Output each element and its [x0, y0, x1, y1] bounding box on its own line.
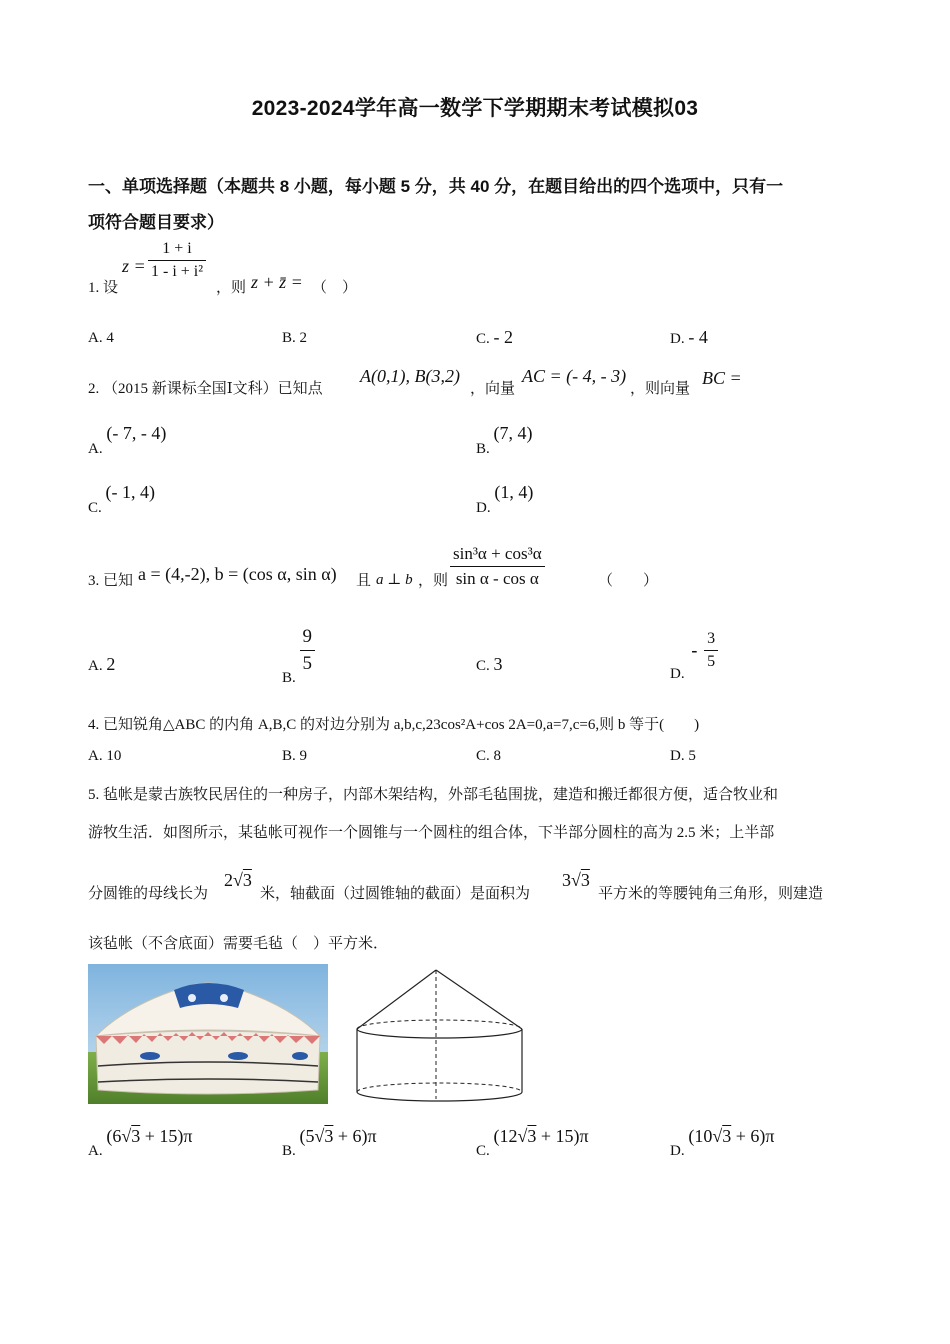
option-post: + 6)π	[731, 1126, 775, 1146]
option-sign: -	[691, 640, 698, 660]
option-value: 2	[299, 330, 308, 346]
option-label: D.	[670, 665, 685, 682]
fraction-denominator: 5	[302, 653, 313, 674]
option-label: D.	[670, 748, 685, 764]
yurt-photo-image	[88, 964, 328, 1104]
q5-option-a: A. (6√3 + 15)π	[88, 1126, 193, 1159]
q3-option-b	[282, 626, 315, 686]
option-value: 5	[688, 748, 696, 764]
option-radicand: 3	[131, 1126, 141, 1146]
radicand: 3	[242, 870, 252, 890]
option-label: C.	[476, 658, 490, 674]
q3-option-d-fraction	[704, 630, 718, 671]
q3-paren: （ ）	[598, 573, 659, 589]
q2-option-d	[476, 482, 534, 516]
q5-line3a: 分圆锥的母线长为	[88, 886, 209, 902]
q2-ac: AC = (- 4, - 3)	[522, 366, 627, 386]
q5-line3c: 平方米的等腰钝角三角形，则建造	[598, 886, 824, 902]
option-label: A.	[88, 330, 103, 346]
option-value: 3	[493, 654, 503, 674]
option-label: B.	[282, 748, 296, 764]
coef: 2	[224, 870, 233, 890]
option-value: - 2	[493, 327, 514, 347]
option-value: 8	[493, 748, 502, 764]
q3-perp: a ⊥ b	[376, 572, 413, 588]
option-value: (1, 4)	[494, 482, 534, 502]
option-label: B.	[282, 1143, 296, 1159]
q3-vectors: a = (4,-2), b = (cos α, sin α)	[138, 564, 337, 584]
option-label: A.	[88, 658, 103, 674]
option-pre: (6	[106, 1126, 122, 1146]
q1-paren: （ ）	[312, 280, 358, 296]
section-heading-line1: 一、单项选择题（本题共 8 小题，每小题 5 分，共 40 分，在题目给出的四个选项中，只有一	[88, 177, 784, 196]
q1-fraction	[148, 240, 206, 281]
q5-line3	[88, 870, 868, 900]
option-value: 4	[106, 330, 114, 346]
q5-value-1: 2√3	[224, 870, 252, 890]
question-4: 4. 已知锐角△ABC 的内角 A,B,C 的对边分别为 a,b,c,23cos²A+cos 2A=0,a=7,c=6,则 b 等于( )	[88, 717, 700, 733]
q1-option-c	[476, 327, 513, 348]
option-label: C.	[88, 500, 102, 516]
q1-denominator: 1 - i + i²	[151, 263, 204, 280]
option-post: + 15)π	[536, 1126, 589, 1146]
q1-numerator: 1 + i	[148, 240, 206, 261]
yurt-photo	[88, 964, 328, 1104]
q5-line2: 游牧生活．如图所示，某毡帐可视作一个圆锥与一个圆柱的组合体，下半部分圆柱的高为 2.5 米；上半部	[88, 825, 775, 841]
option-value: (7, 4)	[493, 423, 533, 443]
option-label: C.	[476, 748, 490, 764]
option-label: B.	[282, 669, 296, 686]
option-radicand: 3	[324, 1126, 334, 1146]
q5-option-d: D. (10√3 + 6)π	[670, 1126, 775, 1159]
q3-option-b-fraction	[300, 626, 316, 675]
q1-z-eq: z =	[122, 256, 146, 276]
fraction-denominator: 5	[707, 653, 716, 670]
q2-prefix: 2. （2015 新课标全国Ⅰ文科）已知点	[88, 381, 323, 397]
option-label: C.	[476, 331, 490, 347]
fraction-numerator: 9	[300, 626, 316, 651]
option-label: B.	[476, 441, 490, 457]
q1-option-b	[282, 330, 307, 347]
option-value: (- 1, 4)	[105, 482, 155, 502]
q3-denominator: sin α - cos α	[455, 569, 539, 588]
q2-mid1: ，向量	[470, 381, 516, 397]
q3-option-c	[476, 654, 503, 675]
q4-option-c	[476, 748, 501, 765]
option-post: + 6)π	[333, 1126, 377, 1146]
option-pre: (12	[493, 1126, 518, 1146]
q4-option-b	[282, 748, 307, 765]
cone-cylinder-diagram	[352, 964, 528, 1114]
q5-line4: 该毡帐（不含底面）需要毛毡（ ）平方米．	[88, 936, 389, 952]
option-radicand: 3	[527, 1126, 537, 1146]
option-value: 9	[299, 748, 308, 764]
q3-mid2: ，则	[418, 573, 449, 589]
q3-numerator: sin³α + cos³α	[450, 544, 545, 567]
q2-bc: BC =	[702, 368, 742, 388]
q5-value-2: 3√3	[562, 870, 590, 890]
option-label: A.	[88, 441, 103, 457]
q5-line1: 5. 毡帐是蒙古族牧民居住的一种房子，内部木架结构，外部毛毡围拢，建造和搬迁都很方便，适合牧业和	[88, 787, 779, 803]
radicand: 3	[580, 870, 590, 890]
page-title: 2023-2024学年高一数学下学期期末考试模拟03	[251, 97, 699, 120]
fraction-numerator: 3	[704, 630, 718, 651]
coef: 3	[562, 870, 571, 890]
q2-mid2: ，则向量	[630, 381, 691, 397]
q4-option-a	[88, 748, 121, 765]
q2-option-c	[88, 482, 155, 516]
option-value: 10	[106, 748, 122, 764]
q2-option-b	[476, 423, 533, 457]
option-post: + 15)π	[140, 1126, 193, 1146]
option-label: A.	[88, 748, 103, 764]
q3-prefix: 3. 已知	[88, 573, 134, 589]
option-value: - 4	[688, 327, 708, 347]
q1-prefix: 1. 设	[88, 280, 119, 296]
option-label: D.	[670, 331, 685, 347]
q2-points: A(0,1), B(3,2)	[360, 366, 460, 386]
option-label: D.	[670, 1143, 685, 1159]
option-label: C.	[476, 1143, 490, 1159]
option-value: (- 7, - 4)	[106, 423, 167, 443]
q1-mid: ，则	[216, 280, 247, 296]
option-label: B.	[282, 330, 296, 346]
q1-option-a	[88, 330, 114, 347]
q5-option-b: B. (5√3 + 6)π	[282, 1126, 377, 1159]
q1-expr: z + z̄ =	[251, 272, 303, 292]
q3-fraction	[450, 544, 545, 589]
q2-option-a	[88, 423, 167, 457]
q1-option-d	[670, 327, 708, 348]
q3-option-d	[670, 630, 718, 682]
option-pre: (5	[299, 1126, 315, 1146]
option-label: A.	[88, 1143, 103, 1159]
option-pre: (10	[688, 1126, 713, 1146]
option-label: D.	[476, 500, 491, 516]
section-heading-line2: 项符合题目要求）	[88, 213, 224, 232]
q5-line3b: 米，轴截面（过圆锥轴的截面）是面积为	[260, 886, 531, 902]
q3-mid: 且	[356, 573, 372, 589]
q3-option-a	[88, 654, 115, 675]
q4-option-d	[670, 748, 696, 765]
option-value: 2	[106, 654, 116, 674]
q5-option-c: C. (12√3 + 15)π	[476, 1126, 589, 1159]
option-radicand: 3	[722, 1126, 732, 1146]
yurt-diagram	[352, 964, 528, 1114]
